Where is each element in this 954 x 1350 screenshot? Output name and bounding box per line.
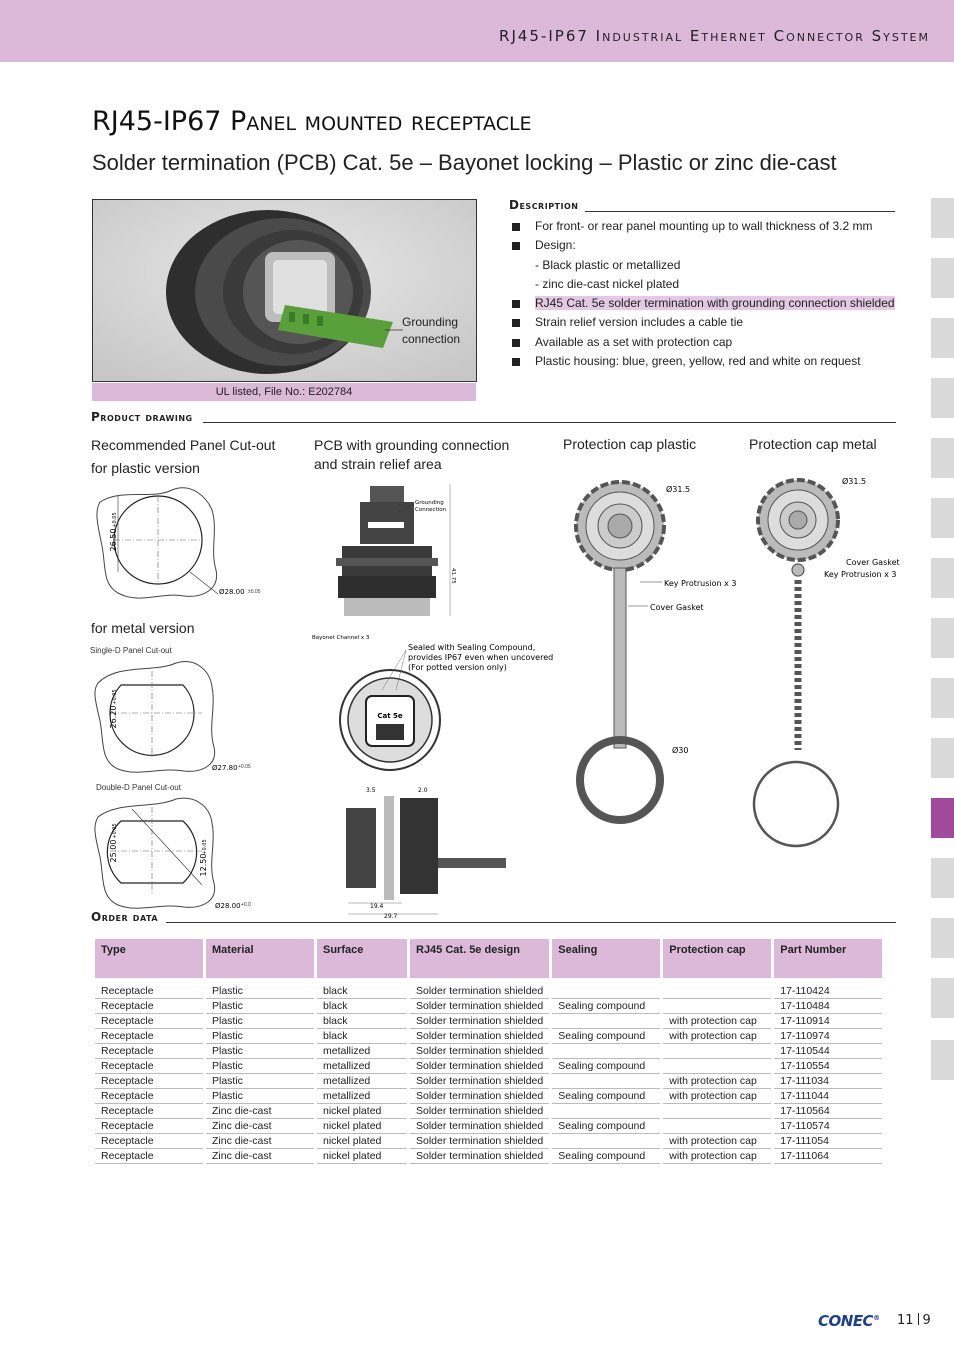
order-cell: Receptacle [95,1074,203,1089]
order-cell [552,1074,660,1089]
product-photo [92,199,477,382]
order-cell [552,1044,660,1059]
dim-double-height-tol: +0.05 [112,823,118,839]
order-cell: Receptacle [95,984,203,999]
cap-plastic-title: Protection cap plastic [563,436,697,452]
col-sealing: Sealing [552,939,660,978]
dim-plastic-diameter-tol: ±0.05 [248,589,261,595]
side-tab-active[interactable] [931,798,954,838]
order-cell: Sealing compound [552,1059,660,1074]
order-cell: Solder termination shielded [410,1059,549,1074]
order-cell: Solder termination shielded [410,1014,549,1029]
col-material: Material [206,939,314,978]
side-tab[interactable] [931,978,954,1018]
desc-item: Strain relief version includes a cable tie [510,313,920,332]
side-tab[interactable] [931,738,954,778]
cap-plastic-gasket: Cover Gasket [650,603,704,612]
order-cell: 17-110564 [774,1104,882,1119]
product-drawing-title: Product drawing [91,410,193,424]
product-drawing-rule [203,422,896,423]
dim-double-diameter-tol: +0.0 [241,902,251,908]
order-cell: black [317,999,407,1014]
order-cell: Solder termination shielded [410,999,549,1014]
order-cell: Receptacle [95,1014,203,1029]
order-cell: Receptacle [95,1119,203,1134]
grounding-label-line2: connection [402,332,461,346]
side-tab[interactable] [931,438,954,478]
order-cell [552,1014,660,1029]
order-cell: black [317,984,407,999]
order-row [95,1074,882,1089]
cap-metal-key: Key Protrusion x 3 [824,570,897,579]
order-cell [663,984,771,999]
order-cell [663,1044,771,1059]
side-tab[interactable] [931,918,954,958]
description-list [510,217,920,371]
order-row [95,1014,882,1029]
grounding-label [402,314,460,348]
order-row [95,999,882,1014]
order-data-title: Order data [91,910,159,924]
order-cell: 17-110974 [774,1029,882,1044]
description-rule [585,211,895,212]
single-d-cutout-drawing [92,657,238,777]
order-cell: 17-111034 [774,1074,882,1089]
order-cell: 17-110914 [774,1014,882,1029]
order-cell: Receptacle [95,1134,203,1149]
cap-plastic-d30: Ø30 [672,746,689,755]
order-cell: Sealing compound [552,1149,660,1164]
side-tab[interactable] [931,558,954,598]
cap-plastic-d31.5: Ø31.5 [666,485,691,494]
order-cell: 17-110424 [774,984,882,999]
cutout-title-line2: for plastic version [91,460,200,476]
order-row [95,1059,882,1074]
order-cell: Plastic [206,999,314,1014]
order-cell: 17-110544 [774,1044,882,1059]
dim-single-diameter-tol: +0.05 [238,764,251,770]
pcb-title-line1: PCB with grounding connection [314,437,510,453]
cap-metal-d31.5: Ø31.5 [842,477,867,486]
order-row [95,1029,882,1044]
side-tab[interactable] [931,198,954,238]
order-cell: Zinc die-cast [206,1149,314,1164]
page-title: RJ45-IP67 Panel mounted receptacle [92,106,532,137]
col-part-number: Part Number [774,939,882,978]
page-subtitle: Solder termination (PCB) Cat. 5e – Bayonet locking – Plastic or zinc die-cast [92,150,837,175]
pcb-cat-label: Cat 5e [377,712,403,720]
pcb-grounding-label2: Connection [415,507,447,513]
order-cell: Solder termination shielded [410,1074,549,1089]
order-row [95,1089,882,1104]
desc-item: Design: [510,236,920,255]
order-cell: with protection cap [663,1014,771,1029]
side-tab[interactable] [931,618,954,658]
pcb-dim-19.4: 19.4 [370,903,384,910]
order-cell: metallized [317,1059,407,1074]
dim-double-width: 12.50 [199,853,208,877]
cap-metal-drawing [740,470,900,850]
metal-version-title: for metal version [91,620,195,636]
side-tab[interactable] [931,678,954,718]
cap-metal-title: Protection cap metal [749,436,877,452]
order-table-header [95,939,882,978]
side-tab[interactable] [931,258,954,298]
order-cell: nickel plated [317,1119,407,1134]
order-table [92,939,885,1164]
order-cell: black [317,1014,407,1029]
order-cell: with protection cap [663,1029,771,1044]
order-cell [552,1134,660,1149]
pcb-drawing [310,478,554,920]
order-cell: Zinc die-cast [206,1134,314,1149]
order-cell: metallized [317,1044,407,1059]
pcb-title [314,436,509,474]
order-cell: Sealing compound [552,999,660,1014]
cutout-title [91,435,275,478]
order-row [95,1149,882,1164]
pcb-height-dim: 41.75 [450,568,456,584]
header-title: RJ45-IP67 Industrial Ethernet Connector System [499,27,930,45]
pcb-dim-3.5: 3.5 [366,787,376,794]
side-tab[interactable] [931,318,954,358]
order-cell: Zinc die-cast [206,1119,314,1134]
col-design: RJ45 Cat. 5e design [410,939,549,978]
order-cell: Plastic [206,1074,314,1089]
desc-item: - Black plastic or metallized [535,257,681,272]
order-row [95,1119,882,1134]
order-cell: Zinc die-cast [206,1104,314,1119]
order-cell: Plastic [206,1089,314,1104]
desc-item: - zinc die-cast nickel plated [535,276,680,291]
side-tab[interactable] [931,858,954,898]
order-cell: Receptacle [95,1149,203,1164]
desc-item: Plastic housing: blue, green, yellow, red and white on request [510,352,920,371]
cap-plastic-key: Key Protrusion x 3 [664,579,737,588]
order-cell: nickel plated [317,1104,407,1119]
order-cell: 17-110554 [774,1059,882,1074]
order-cell: 17-110484 [774,999,882,1014]
grounding-label-line1: Grounding [402,315,459,329]
order-cell: Sealing compound [552,1029,660,1044]
pcb-sealed-line1: Sealed with Sealing Compound, [408,643,536,652]
desc-item: Available as a set with protection cap [510,333,920,352]
order-cell: Solder termination shielded [410,1134,549,1149]
order-cell: Solder termination shielded [410,1104,549,1119]
double-d-label: Double-D Panel Cut-out [96,783,181,792]
order-cell: with protection cap [663,1134,771,1149]
dim-single-height-tol: +0.05 [112,689,118,705]
order-row [95,1044,882,1059]
ul-listing: UL listed, File No.: E202784 [92,383,476,401]
dim-plastic-height: 26.50 [109,528,118,552]
double-d-cutout-drawing [92,795,241,915]
conec-logo: CONEC® [818,1312,880,1330]
order-cell: Receptacle [95,1104,203,1119]
order-cell: Plastic [206,1044,314,1059]
col-protection-cap: Protection cap [663,939,771,978]
order-cell: 17-111044 [774,1089,882,1104]
dim-single-height: 26.20 [109,705,118,729]
description-title: Description [509,198,579,212]
order-data-rule [166,922,896,923]
order-cell: with protection cap [663,1089,771,1104]
order-cell: Solder termination shielded [410,1029,549,1044]
side-tab[interactable] [931,498,954,538]
order-row [95,1134,882,1149]
order-row [95,984,882,999]
cap-plastic-drawing [570,470,740,830]
order-cell [663,999,771,1014]
dim-plastic-diameter: Ø28.00 [219,588,245,596]
order-cell: 17-111054 [774,1134,882,1149]
cap-metal-gasket: Cover Gasket [846,558,900,567]
order-cell: 17-110574 [774,1119,882,1134]
col-surface: Surface [317,939,407,978]
order-cell: Receptacle [95,1029,203,1044]
pcb-sealed-line2: provides IP67 even when uncovered [408,653,554,662]
order-cell: Plastic [206,1014,314,1029]
pcb-dim-29.7: 29.7 [384,913,398,920]
page-number: 11 9 [897,1313,931,1328]
order-cell: with protection cap [663,1074,771,1089]
order-row [95,1104,882,1119]
dim-single-diameter: Ø27.80 [212,764,238,772]
order-cell: Solder termination shielded [410,1044,549,1059]
desc-item: For front- or rear panel mounting up to wall thickness of 3.2 mm [510,217,920,236]
order-cell: nickel plated [317,1149,407,1164]
side-tab[interactable] [931,1040,954,1080]
dim-double-height: 25.00 [109,839,118,863]
order-cell: Solder termination shielded [410,984,549,999]
order-cell: with protection cap [663,1149,771,1164]
order-cell: Receptacle [95,1044,203,1059]
order-cell [552,984,660,999]
order-cell: Receptacle [95,1089,203,1104]
order-cell: metallized [317,1074,407,1089]
order-cell: nickel plated [317,1134,407,1149]
order-cell: 17-111064 [774,1149,882,1164]
order-cell: metallized [317,1089,407,1104]
order-cell: Solder termination shielded [410,1119,549,1134]
order-cell: Solder termination shielded [410,1089,549,1104]
pcb-grounding-label1: Grounding [415,500,444,506]
order-cell: Solder termination shielded [410,1149,549,1164]
order-cell: Plastic [206,1029,314,1044]
order-cell: black [317,1029,407,1044]
cutout-title-line1: Recommended Panel Cut-out [91,437,276,453]
receptacle-photo-illustration [93,200,476,381]
pcb-title-line2: and strain relief area [314,456,442,472]
order-cell: Plastic [206,984,314,999]
dim-double-width-tol: +0.05 [202,839,208,855]
order-cell [663,1059,771,1074]
pcb-dim-2.0: 2.0 [418,787,428,794]
order-cell [663,1119,771,1134]
order-cell: Plastic [206,1059,314,1074]
order-cell: Sealing compound [552,1119,660,1134]
single-d-label: Single-D Panel Cut-out [90,646,172,655]
order-cell [552,1104,660,1119]
side-tab[interactable] [931,378,954,418]
desc-item-highlighted: RJ45 Cat. 5e solder termination with grounding connection shielded [510,294,920,313]
pcb-bayonet-label: Bayonet Channel x 3 [312,635,370,641]
header-bar [0,0,954,62]
order-cell: Sealing compound [552,1089,660,1104]
order-cell [663,1104,771,1119]
col-type: Type [95,939,203,978]
order-cell: Receptacle [95,999,203,1014]
plastic-cutout-drawing [92,480,245,610]
pcb-sealed-line3: (For potted version only) [408,663,507,672]
dim-plastic-height-tol: +0.05 [112,512,118,528]
dim-double-diameter: Ø28.00 [215,902,241,910]
order-cell: Receptacle [95,1059,203,1074]
